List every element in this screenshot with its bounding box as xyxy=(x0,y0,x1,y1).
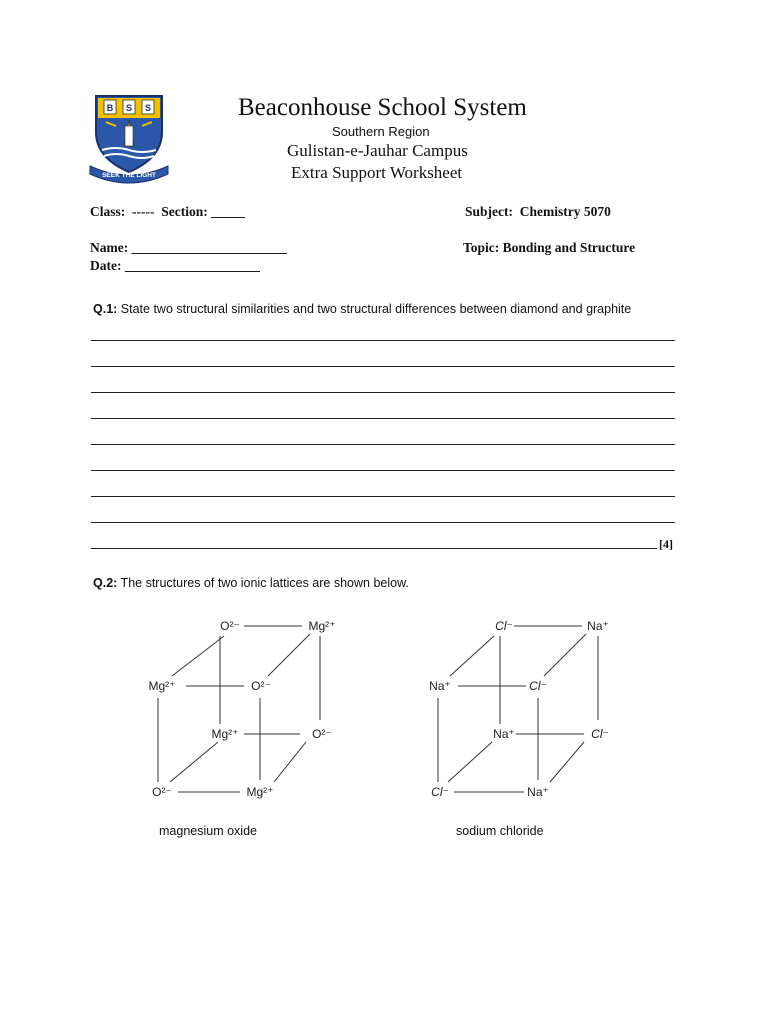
ion-mgo-front-top-right: O²⁻ xyxy=(251,679,271,693)
ion-nacl-front-bottom-left: Cl⁻ xyxy=(431,785,449,799)
answer-line xyxy=(91,340,675,341)
region-label: Southern Region xyxy=(332,124,430,139)
answer-line xyxy=(91,522,675,523)
ion-mgo-back-bottom-right: O²⁻ xyxy=(312,727,332,741)
ion-nacl-front-top-left: Na⁺ xyxy=(429,679,451,693)
question-2-text: The structures of two ionic lattices are shown below. xyxy=(117,576,409,590)
ion-nacl-back-bottom-right: Cl⁻ xyxy=(591,727,609,741)
ion-mgo-back-top-right: Mg²⁺ xyxy=(308,619,336,633)
ion-nacl-front-bottom-right: Na⁺ xyxy=(527,785,549,799)
ion-mgo-front-top-left: Mg²⁺ xyxy=(148,679,176,693)
answer-line xyxy=(91,470,675,471)
subject-label: Subject: Chemistry 5070 xyxy=(465,204,611,219)
mgo-lattice-diagram xyxy=(140,612,350,802)
question-1 xyxy=(93,302,631,316)
ion-nacl-front-top-right: Cl⁻ xyxy=(529,679,547,693)
question-2 xyxy=(93,576,409,590)
logo-letter-2: S xyxy=(125,103,133,113)
answer-line xyxy=(91,418,675,419)
date-field: Date: ____________________ xyxy=(90,258,260,273)
answer-line xyxy=(91,392,675,393)
logo-motto: SEEK THE LIGHT xyxy=(102,172,156,179)
ion-mgo-front-bottom-right: Mg²⁺ xyxy=(246,785,274,799)
ion-mgo-back-bottom-left: Mg²⁺ xyxy=(211,727,239,741)
question-2-number: Q.2: xyxy=(93,576,118,590)
logo-letter-3: S xyxy=(144,103,152,113)
question-1-number: Q.1: xyxy=(93,302,118,316)
question-1-marks: [4] xyxy=(659,537,673,551)
topic-label: Topic: Bonding and Structure xyxy=(463,240,636,255)
answer-line xyxy=(91,496,675,497)
name-field: Name: _______________________ xyxy=(90,240,287,255)
logo-letter-1: B xyxy=(106,103,114,113)
answer-line xyxy=(91,366,675,367)
answer-line xyxy=(91,548,657,549)
worksheet-title: Extra Support Worksheet xyxy=(291,163,463,182)
class-section-field: Class: ----- Section: _____ xyxy=(90,204,245,219)
ion-nacl-back-top-left: Cl⁻ xyxy=(495,619,513,633)
nacl-lattice-diagram xyxy=(420,612,630,802)
question-1-text: State two structural similarities and two structural differences between diamond and graphite xyxy=(117,302,632,316)
nacl-caption: sodium chloride xyxy=(456,824,544,838)
ion-mgo-front-bottom-left: O²⁻ xyxy=(152,785,172,799)
mgo-caption: magnesium oxide xyxy=(159,824,257,838)
ion-mgo-back-top-left: O²⁻ xyxy=(220,619,240,633)
ion-nacl-back-top-right: Na⁺ xyxy=(587,619,609,633)
school-name: Beaconhouse School System xyxy=(238,94,527,121)
ion-nacl-back-bottom-left: Na⁺ xyxy=(493,727,515,741)
school-logo xyxy=(86,92,172,184)
campus-label: Gulistan-e-Jauhar Campus xyxy=(287,141,468,160)
answer-line xyxy=(91,444,675,445)
